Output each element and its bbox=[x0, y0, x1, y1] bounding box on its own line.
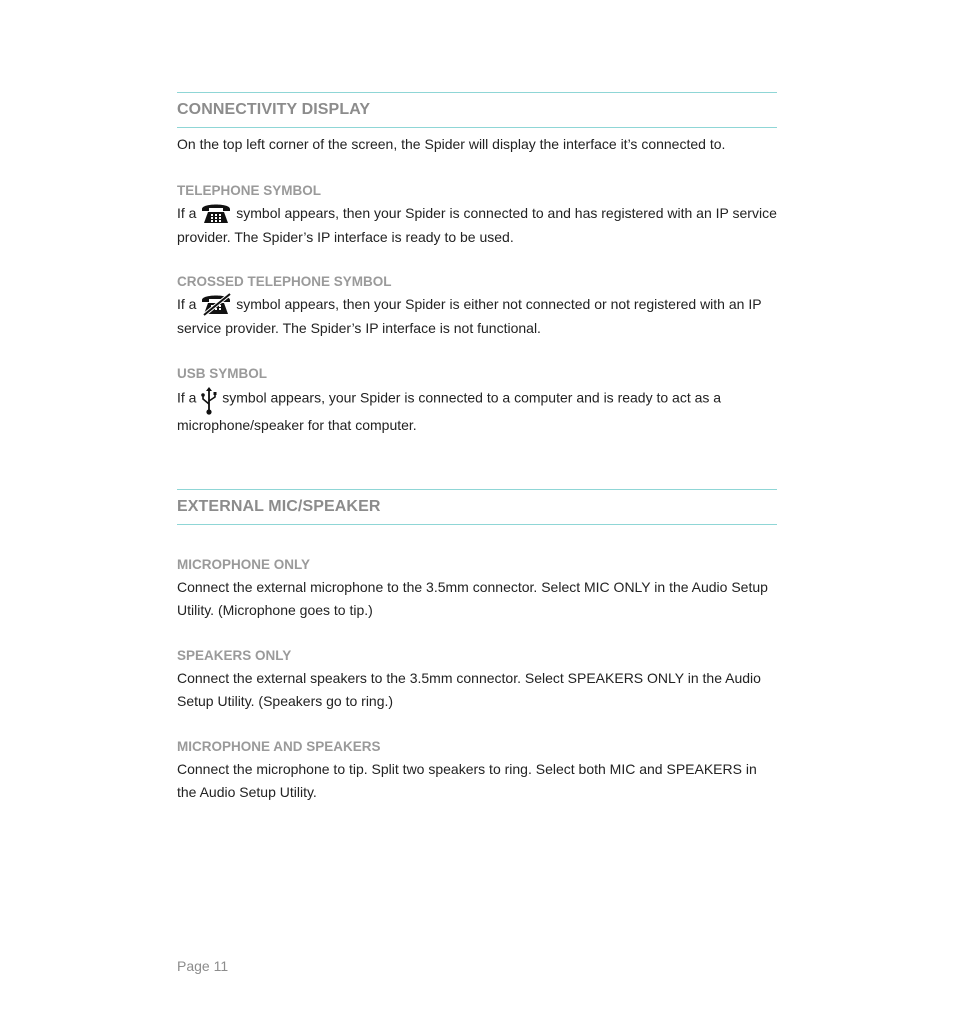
text-after: symbol appears, then your Spider is either not connected or not registered with an IP service provider. The Spider’s IP interface is not functional. bbox=[177, 296, 762, 337]
text-after: symbol appears, your Spider is connected to a computer and is ready to act as a microphone/speaker for that computer. bbox=[177, 389, 722, 433]
crossed-telephone-icon bbox=[200, 292, 232, 316]
usb-icon bbox=[200, 386, 218, 416]
heading-microphone-and-speakers: MICROPHONE AND SPEAKERS bbox=[177, 739, 381, 754]
text-before: If a bbox=[177, 205, 197, 221]
heading-speakers-only: SPEAKERS ONLY bbox=[177, 648, 292, 663]
telephone-icon bbox=[200, 201, 232, 225]
section-title-connectivity: CONNECTIVITY DISPLAY bbox=[177, 101, 371, 118]
paragraph-telephone-symbol bbox=[177, 202, 777, 249]
text-before: If a bbox=[177, 389, 197, 406]
section-bottom-rule bbox=[177, 127, 777, 128]
connectivity-intro: On the top left corner of the screen, the Spider will display the interface it’s connected to. bbox=[177, 136, 726, 152]
section-title-external-mic-speaker: EXTERNAL MIC/SPEAKER bbox=[177, 498, 381, 515]
text-before: If a bbox=[177, 296, 197, 312]
paragraph-speakers-only: Connect the external speakers to the 3.5mm connector. Select SPEAKERS ONLY in the Audio Setup Utility. (Speakers go to ring.) bbox=[177, 670, 761, 709]
heading-usb-symbol: USB SYMBOL bbox=[177, 366, 268, 381]
paragraph-crossed-telephone-symbol bbox=[177, 293, 777, 340]
paragraph-microphone-only: Connect the external microphone to the 3.5mm connector. Select MIC ONLY in the Audio Setup Utility. (Microphone goes to tip.) bbox=[177, 579, 768, 618]
section-top-rule bbox=[177, 92, 777, 93]
page-number: Page 11 bbox=[177, 958, 229, 974]
heading-microphone-only: MICROPHONE ONLY bbox=[177, 557, 311, 572]
heading-crossed-telephone-symbol: CROSSED TELEPHONE SYMBOL bbox=[177, 274, 392, 289]
section-top-rule bbox=[177, 489, 777, 490]
heading-telephone-symbol: TELEPHONE SYMBOL bbox=[177, 183, 322, 198]
paragraph-usb-symbol bbox=[177, 384, 777, 437]
text-after: symbol appears, then your Spider is connected to and has registered with an IP service provider. The Spider’s IP interface is ready to be used. bbox=[177, 205, 777, 246]
section-bottom-rule bbox=[177, 524, 777, 525]
paragraph-microphone-and-speakers: Connect the microphone to tip. Split two speakers to ring. Select both MIC and SPEAKERS in the Audio Setup Utility. bbox=[177, 761, 757, 800]
